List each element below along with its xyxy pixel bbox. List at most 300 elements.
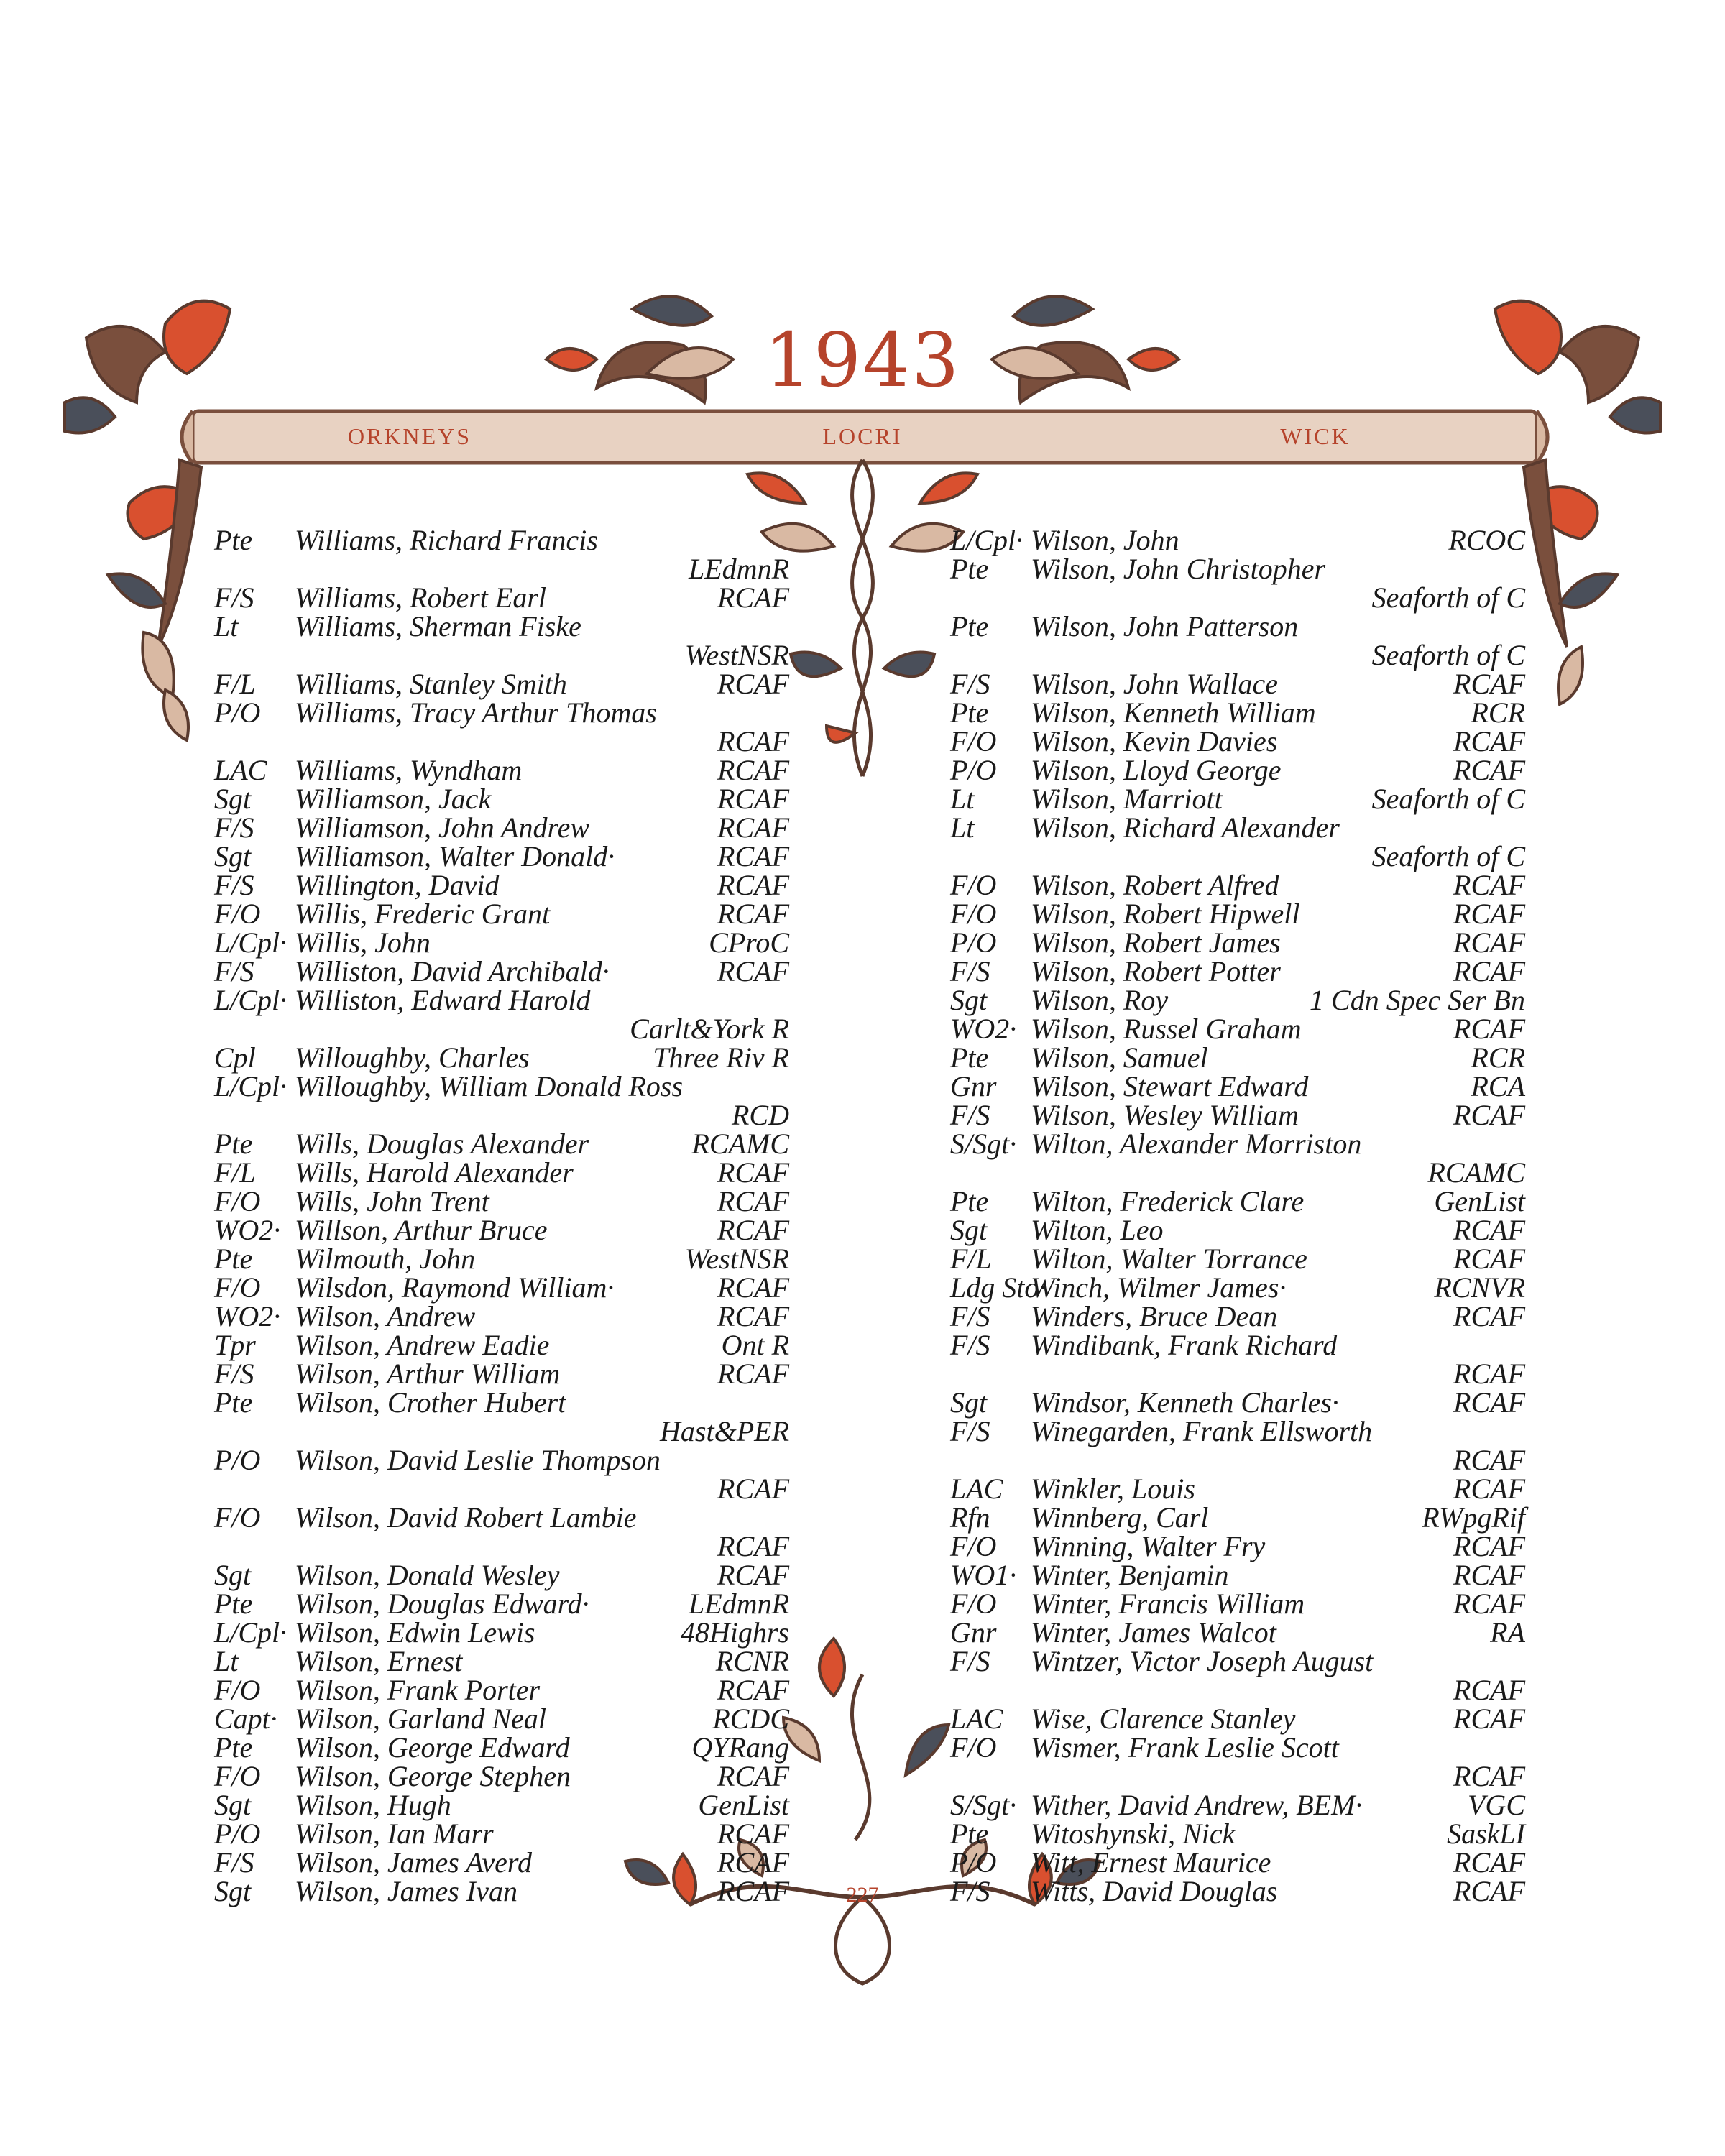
entry-unit: RCAF xyxy=(717,1818,789,1850)
entry-name: Wilson, Robert James xyxy=(1031,926,1281,959)
banner-label-wick: WICK xyxy=(1280,423,1351,449)
roll-entry xyxy=(950,1561,1525,1590)
roll-entry xyxy=(214,926,789,959)
entry-rank: F/O xyxy=(214,1501,261,1534)
entry-unit: RCAF xyxy=(1453,1099,1525,1131)
entry-name: Winch, Wilmer James· xyxy=(1031,1271,1287,1304)
roll-entry xyxy=(214,756,789,785)
roll-entry xyxy=(214,986,789,1044)
entry-name: Williamson, Walter Donald· xyxy=(295,840,615,872)
roll-entry xyxy=(950,1273,1525,1302)
entry-rank: F/O xyxy=(950,1530,997,1562)
entry-rank: Pte xyxy=(214,524,253,556)
entry-unit: RCAF xyxy=(1453,926,1525,959)
roll-entry xyxy=(950,1388,1525,1417)
roll-entry xyxy=(214,1877,789,1906)
entry-name: Wise, Clarence Stanley xyxy=(1031,1703,1296,1735)
roll-entry xyxy=(950,926,1525,959)
entry-rank: F/O xyxy=(214,1271,261,1304)
entry-rank: S/Sgt· xyxy=(950,1789,1017,1821)
entry-name: Wills, John Trent xyxy=(295,1185,489,1217)
entry-unit: RCAF xyxy=(717,1530,789,1562)
entry-unit: RCAF xyxy=(1453,1760,1525,1792)
roll-entry xyxy=(950,1331,1525,1388)
entry-name: Wilson, Ian Marr xyxy=(295,1818,494,1850)
entry-name: Winter, Francis William xyxy=(1031,1588,1305,1620)
entry-unit: RCAF xyxy=(1453,1386,1525,1419)
entry-name: Williams, Wyndham xyxy=(295,754,523,786)
entry-unit: RCAF xyxy=(717,1875,789,1907)
entry-unit: RCAF xyxy=(717,811,789,844)
entry-name: Wilson, Andrew Eadie xyxy=(295,1329,550,1361)
entry-rank: Sgt xyxy=(950,1214,988,1246)
entry-unit: GenList xyxy=(698,1789,789,1821)
entry-unit: Seaforth of C xyxy=(1371,639,1525,671)
entry-unit: RCAF xyxy=(1453,1674,1525,1706)
roll-entry xyxy=(950,696,1525,729)
entry-unit: RCR xyxy=(1471,696,1525,729)
roll-entry xyxy=(214,1388,789,1446)
roll-entry xyxy=(214,1072,789,1130)
entry-unit: RCAF xyxy=(1453,754,1525,786)
entry-unit: RCAMC xyxy=(1427,1156,1525,1189)
entry-rank: Pte xyxy=(950,610,989,642)
entry-rank: Sgt xyxy=(214,1559,252,1591)
roll-entry xyxy=(214,1705,789,1733)
roll-entry xyxy=(950,986,1525,1015)
entry-unit: RCDC xyxy=(712,1703,789,1735)
roll-entry xyxy=(950,1101,1525,1130)
entry-unit: RCAF xyxy=(717,1473,789,1505)
roll-entry xyxy=(950,1532,1525,1561)
entry-name: Williams, Richard Francis xyxy=(295,524,598,556)
roll-entry xyxy=(950,1848,1525,1877)
entry-unit: RWpgRif xyxy=(1422,1501,1525,1534)
entry-unit: RCAF xyxy=(717,1358,789,1390)
banner-label-locri: LOCRI xyxy=(822,423,903,449)
entry-unit: RCAF xyxy=(717,1156,789,1189)
roll-entry xyxy=(950,612,1525,670)
entry-unit: RCAF xyxy=(717,1214,789,1246)
entry-rank: Sgt xyxy=(214,1875,252,1907)
roll-entry xyxy=(214,1503,789,1561)
entry-name: Wilson, James Averd xyxy=(295,1846,532,1879)
entry-name: Wilmouth, John xyxy=(295,1243,476,1275)
entry-unit: Three Riv R xyxy=(653,1041,789,1074)
entry-name: Wilson, Roy xyxy=(1031,984,1169,1016)
roll-entry xyxy=(950,1072,1525,1101)
entry-rank: Lt xyxy=(950,783,975,815)
roll-entry xyxy=(950,555,1525,612)
roll-entry xyxy=(214,1590,789,1618)
roll-entry xyxy=(214,871,789,900)
entry-unit: RCAF xyxy=(1453,1013,1525,1045)
entry-rank: Sgt xyxy=(214,1789,252,1821)
entry-rank: F/S xyxy=(950,1645,990,1677)
entry-rank: WO2· xyxy=(214,1300,281,1332)
entry-name: Witoshynski, Nick xyxy=(1031,1818,1236,1850)
entry-rank: WO2· xyxy=(950,1013,1017,1045)
roll-entry xyxy=(214,785,789,814)
roll-entry xyxy=(950,1820,1525,1848)
entry-rank: F/S xyxy=(950,955,990,987)
roll-entry xyxy=(950,1417,1525,1475)
entry-unit: RCAF xyxy=(1453,1559,1525,1591)
entry-unit: 1 Cdn Spec Ser Bn xyxy=(1310,984,1525,1016)
roll-entry xyxy=(214,1187,789,1216)
entry-name: Wilson, Andrew xyxy=(295,1300,476,1332)
entry-name: Wilson, Crother Hubert xyxy=(295,1386,566,1419)
entry-name: Windibank, Frank Richard xyxy=(1031,1329,1338,1361)
roll-entry xyxy=(214,1647,789,1676)
entry-rank: LAC xyxy=(214,754,267,786)
entry-name: Williams, Sherman Fiske xyxy=(295,610,581,642)
entry-unit: RCAF xyxy=(1453,1444,1525,1476)
entry-rank: Tpr xyxy=(214,1329,256,1361)
page-number: 227 xyxy=(846,1883,879,1907)
entry-name: Wilson, Ernest xyxy=(295,1645,463,1677)
entry-name: Winnberg, Carl xyxy=(1031,1501,1209,1534)
entry-name: Wilson, Lloyd George xyxy=(1031,754,1282,786)
entry-name: Winning, Walter Fry xyxy=(1031,1530,1266,1562)
entry-unit: LEdmnR xyxy=(689,553,789,585)
roll-entry xyxy=(950,756,1525,785)
entry-unit: RCAF xyxy=(717,1271,789,1304)
entry-unit: RCAF xyxy=(1453,1703,1525,1735)
roll-entry xyxy=(214,1158,789,1187)
entry-rank: Pte xyxy=(950,553,989,585)
entry-name: Willington, David xyxy=(295,869,500,901)
entry-name: Wilson, James Ivan xyxy=(295,1875,518,1907)
entry-rank: Pte xyxy=(950,1818,989,1850)
entry-unit: WestNSR xyxy=(684,1243,789,1275)
entry-rank: L/Cpl· xyxy=(950,524,1024,556)
entry-unit: RCAF xyxy=(1453,869,1525,901)
roll-entry xyxy=(214,1446,789,1503)
roll-entry xyxy=(950,727,1525,756)
roll-entry xyxy=(950,1733,1525,1791)
entry-unit: QYRang xyxy=(691,1731,789,1764)
entry-name: Wilson, Robert Potter xyxy=(1031,955,1281,987)
entry-rank: Cpl xyxy=(214,1041,256,1074)
entry-unit: RCAF xyxy=(1453,1243,1525,1275)
entry-unit: Ont R xyxy=(721,1329,789,1361)
entry-unit: RCD xyxy=(732,1099,789,1131)
entry-rank: F/O xyxy=(214,1760,261,1792)
entry-rank: Pte xyxy=(214,1588,253,1620)
entry-name: Wilson, Richard Alexander xyxy=(1031,811,1340,844)
entry-rank: F/S xyxy=(214,581,254,614)
roll-entry xyxy=(214,1216,789,1245)
entry-name: Wilson, John Patterson xyxy=(1031,610,1299,642)
entry-rank: WO1· xyxy=(950,1559,1017,1591)
entry-name: Wilson, Samuel xyxy=(1031,1041,1208,1074)
entry-rank: L/Cpl· xyxy=(214,1616,288,1649)
entry-rank: L/Cpl· xyxy=(214,984,288,1016)
entry-unit: RCAF xyxy=(1453,1875,1525,1907)
banner-label-orkneys: ORKNEYS xyxy=(347,423,472,449)
roll-entry xyxy=(214,1791,789,1820)
entry-name: Williamson, John Andrew xyxy=(295,811,589,844)
roll-entry xyxy=(214,957,789,986)
entry-unit: RCOC xyxy=(1448,524,1525,556)
roll-entry xyxy=(950,871,1525,900)
entry-unit: RCAF xyxy=(717,1559,789,1591)
roll-entry xyxy=(214,1848,789,1877)
entry-rank: L/Cpl· xyxy=(214,926,288,959)
entry-name: Winkler, Louis xyxy=(1031,1473,1195,1505)
entry-unit: RCAF xyxy=(717,1674,789,1706)
roll-entry xyxy=(214,1245,789,1273)
entry-rank: F/O xyxy=(214,1674,261,1706)
entry-rank: F/S xyxy=(950,1300,990,1332)
entry-name: Winter, James Walcot xyxy=(1031,1616,1276,1649)
roll-entry xyxy=(214,1331,789,1360)
roll-entry xyxy=(950,1647,1525,1705)
entry-unit: RCAF xyxy=(1453,1530,1525,1562)
entry-name: Williamson, Jack xyxy=(295,783,492,815)
roll-entry xyxy=(950,957,1525,986)
entry-name: Wills, Harold Alexander xyxy=(295,1156,574,1189)
entry-unit: RCAF xyxy=(1453,668,1525,700)
entry-name: Wilson, Wesley William xyxy=(1031,1099,1299,1131)
entry-rank: Sgt xyxy=(950,1386,988,1419)
entry-unit: RCAMC xyxy=(691,1128,789,1160)
entry-rank: F/L xyxy=(214,668,256,700)
entry-unit: 48Highrs xyxy=(680,1616,789,1649)
entry-name: Wilson, Kevin Davies xyxy=(1031,725,1278,757)
roll-entry xyxy=(214,670,789,699)
roll-entry xyxy=(214,1820,789,1848)
entry-unit: RCAF xyxy=(1453,1214,1525,1246)
entry-unit: Hast&PER xyxy=(660,1415,789,1447)
left-corner-leaves xyxy=(65,301,230,740)
entry-name: Wilson, John xyxy=(1031,524,1179,556)
entry-rank: F/O xyxy=(214,1185,261,1217)
roll-entry xyxy=(214,842,789,871)
entry-name: Wilson, David Robert Lambie xyxy=(295,1501,637,1534)
entry-name: Willoughby, William Donald Ross xyxy=(295,1070,684,1102)
entry-rank: F/O xyxy=(950,898,997,930)
roll-entry xyxy=(214,1130,789,1158)
entry-rank: Pte xyxy=(950,1185,989,1217)
entry-name: Wilson, Stewart Edward xyxy=(1031,1070,1309,1102)
entry-unit: RCAF xyxy=(1453,955,1525,987)
entry-name: Williams, Stanley Smith xyxy=(295,668,567,700)
entry-unit: RCAF xyxy=(717,1300,789,1332)
roll-entry xyxy=(214,581,789,614)
entry-name: Winegarden, Frank Ellsworth xyxy=(1031,1415,1373,1447)
entry-name: Wilson, Hugh xyxy=(295,1789,451,1821)
entry-unit: RCAF xyxy=(717,754,789,786)
entry-rank: F/S xyxy=(950,1875,990,1907)
entry-rank: F/L xyxy=(214,1156,256,1189)
entry-unit: RCAF xyxy=(717,783,789,815)
entry-name: Williston, David Archibald· xyxy=(295,955,610,987)
roll-entry xyxy=(214,1360,789,1388)
entry-unit: RCA xyxy=(1471,1070,1525,1102)
entry-rank: F/O xyxy=(214,898,261,930)
entry-unit: RCAF xyxy=(717,898,789,930)
entry-rank: Pte xyxy=(214,1731,253,1764)
entry-unit: GenList xyxy=(1434,1185,1525,1217)
entry-rank: LAC xyxy=(950,1703,1003,1735)
entry-rank: Lt xyxy=(214,1645,239,1677)
entry-rank: Ldg Sto· xyxy=(950,1271,1046,1304)
entry-name: Wilson, Russel Graham xyxy=(1031,1013,1302,1045)
entry-name: Wismer, Frank Leslie Scott xyxy=(1031,1731,1339,1764)
entry-rank: Lt xyxy=(950,811,975,844)
entry-rank: F/S xyxy=(214,955,254,987)
entry-rank: Sgt xyxy=(214,840,252,872)
entry-name: Wilton, Leo xyxy=(1031,1214,1164,1246)
entry-unit: VGC xyxy=(1468,1789,1525,1821)
entry-unit: RCAF xyxy=(717,955,789,987)
roll-entry xyxy=(950,811,1525,872)
roll-entry xyxy=(950,785,1525,814)
entry-rank: L/Cpl· xyxy=(214,1070,288,1102)
roll-entry xyxy=(950,900,1525,929)
entry-rank: Pte xyxy=(214,1243,253,1275)
entry-name: Wilson, David Leslie Thompson xyxy=(295,1444,661,1476)
entry-unit: WestNSR xyxy=(684,639,789,671)
entry-name: Willson, Arthur Bruce xyxy=(295,1214,548,1246)
name-column-right xyxy=(950,526,1525,1906)
entry-name: Willoughby, Charles xyxy=(295,1041,530,1074)
entry-unit: Seaforth of C xyxy=(1371,840,1525,872)
roll-entry xyxy=(214,1561,789,1590)
entry-unit: RCAF xyxy=(717,840,789,872)
entry-name: Wilson, Douglas Edward· xyxy=(295,1588,589,1620)
roll-entry xyxy=(950,1618,1525,1647)
entry-unit: Seaforth of C xyxy=(1371,581,1525,614)
entry-unit: RCAF xyxy=(1453,1588,1525,1620)
entry-unit: RCAF xyxy=(1453,1473,1525,1505)
entry-name: Wilson, Arthur William xyxy=(295,1358,561,1390)
roll-entry xyxy=(950,1216,1525,1245)
entry-unit: RCAF xyxy=(717,1185,789,1217)
roll-entry xyxy=(214,526,789,584)
roll-entry xyxy=(950,1245,1525,1273)
entry-name: Wilson, Donald Wesley xyxy=(295,1559,560,1591)
roll-entry xyxy=(950,526,1525,555)
roll-entry xyxy=(950,1130,1525,1187)
entry-name: Williston, Edward Harold xyxy=(295,984,591,1016)
entry-rank: P/O xyxy=(214,696,261,729)
entry-unit: RCAF xyxy=(717,1846,789,1879)
entry-rank: F/L xyxy=(950,1243,992,1275)
entry-rank: P/O xyxy=(950,926,997,959)
roll-entry xyxy=(950,1791,1525,1820)
entry-name: Wintzer, Victor Joseph August xyxy=(1031,1645,1374,1677)
entry-rank: Sgt xyxy=(950,984,988,1016)
entry-name: Wither, David Andrew, BEM· xyxy=(1031,1789,1363,1821)
entry-rank: P/O xyxy=(950,754,997,786)
entry-rank: F/S xyxy=(950,668,990,700)
entry-rank: Gnr xyxy=(950,1616,997,1649)
entry-rank: F/O xyxy=(950,1588,997,1620)
roll-entry xyxy=(214,1618,789,1647)
entry-rank: F/S xyxy=(214,1846,254,1879)
entry-name: Wilson, Edwin Lewis xyxy=(295,1616,535,1649)
banner-left-curl xyxy=(182,411,193,463)
entry-name: Windsor, Kenneth Charles· xyxy=(1031,1386,1339,1419)
entry-name: Winter, Benjamin xyxy=(1031,1559,1229,1591)
entry-name: Willis, Frederic Grant xyxy=(295,898,551,930)
entry-rank: LAC xyxy=(950,1473,1003,1505)
roll-entry xyxy=(950,1015,1525,1044)
entry-name: Wilson, Marriott xyxy=(1031,783,1223,815)
roll-entry xyxy=(950,1041,1525,1074)
entry-unit: RCAF xyxy=(717,668,789,700)
entry-name: Wilson, Frank Porter xyxy=(295,1674,540,1706)
entry-name: Witt, Ernest Maurice xyxy=(1031,1846,1271,1879)
entry-rank: WO2· xyxy=(214,1214,281,1246)
roll-entry xyxy=(950,1877,1525,1906)
entry-rank: Pte xyxy=(214,1386,253,1419)
roll-entry xyxy=(950,1590,1525,1618)
entry-name: Wilton, Frederick Clare xyxy=(1031,1185,1305,1217)
roll-entry xyxy=(214,1762,789,1791)
entry-unit: SaskLI xyxy=(1447,1818,1525,1850)
entry-name: Wilson, George Edward xyxy=(295,1731,570,1764)
entry-rank: Gnr xyxy=(950,1070,997,1102)
entry-name: Williams, Tracy Arthur Thomas xyxy=(295,696,657,729)
entry-name: Wilson, John Christopher xyxy=(1031,553,1326,585)
centre-vine xyxy=(852,460,873,776)
year-heading: 1943 xyxy=(764,316,961,404)
entry-unit: Seaforth of C xyxy=(1371,783,1525,815)
entry-unit: RCNVR xyxy=(1434,1271,1525,1304)
entry-rank: F/S xyxy=(214,811,254,844)
roll-entry xyxy=(214,696,789,757)
entry-rank: Capt· xyxy=(214,1703,277,1735)
entry-rank: Pte xyxy=(950,1041,989,1074)
entry-rank: S/Sgt· xyxy=(950,1128,1017,1160)
entry-name: Winders, Bruce Dean xyxy=(1031,1300,1278,1332)
entry-rank: P/O xyxy=(950,1846,997,1879)
roll-entry xyxy=(950,1187,1525,1216)
entry-rank: Pte xyxy=(214,1128,253,1160)
entry-rank: F/S xyxy=(214,869,254,901)
entry-unit: CProC xyxy=(709,926,789,959)
entry-rank: Sgt xyxy=(214,783,252,815)
banner-right-curl xyxy=(1537,411,1547,463)
entry-rank: F/S xyxy=(950,1415,990,1447)
entry-unit: LEdmnR xyxy=(689,1588,789,1620)
roll-entry xyxy=(214,612,789,670)
entry-name: Witts, David Douglas xyxy=(1031,1875,1278,1907)
entry-unit: RCAF xyxy=(1453,725,1525,757)
roll-entry xyxy=(214,900,789,929)
entry-name: Wilson, George Stephen xyxy=(295,1760,571,1792)
entry-name: Wilton, Walter Torrance xyxy=(1031,1243,1307,1275)
roll-entry xyxy=(214,1273,789,1302)
entry-rank: Rfn xyxy=(950,1501,990,1534)
entry-rank: P/O xyxy=(214,1444,261,1476)
roll-entry xyxy=(214,1041,789,1074)
roll-entry xyxy=(214,1302,789,1331)
entry-unit: RA xyxy=(1490,1616,1525,1649)
entry-unit: RCAF xyxy=(717,869,789,901)
entry-rank: Lt xyxy=(214,610,239,642)
roll-entry xyxy=(950,670,1525,699)
entry-rank: F/S xyxy=(950,1329,990,1361)
entry-unit: RCAF xyxy=(1453,1300,1525,1332)
entry-name: Wilson, Robert Alfred xyxy=(1031,869,1279,901)
entry-name: Wilton, Alexander Morriston xyxy=(1031,1128,1362,1160)
name-column-left xyxy=(214,526,789,1906)
